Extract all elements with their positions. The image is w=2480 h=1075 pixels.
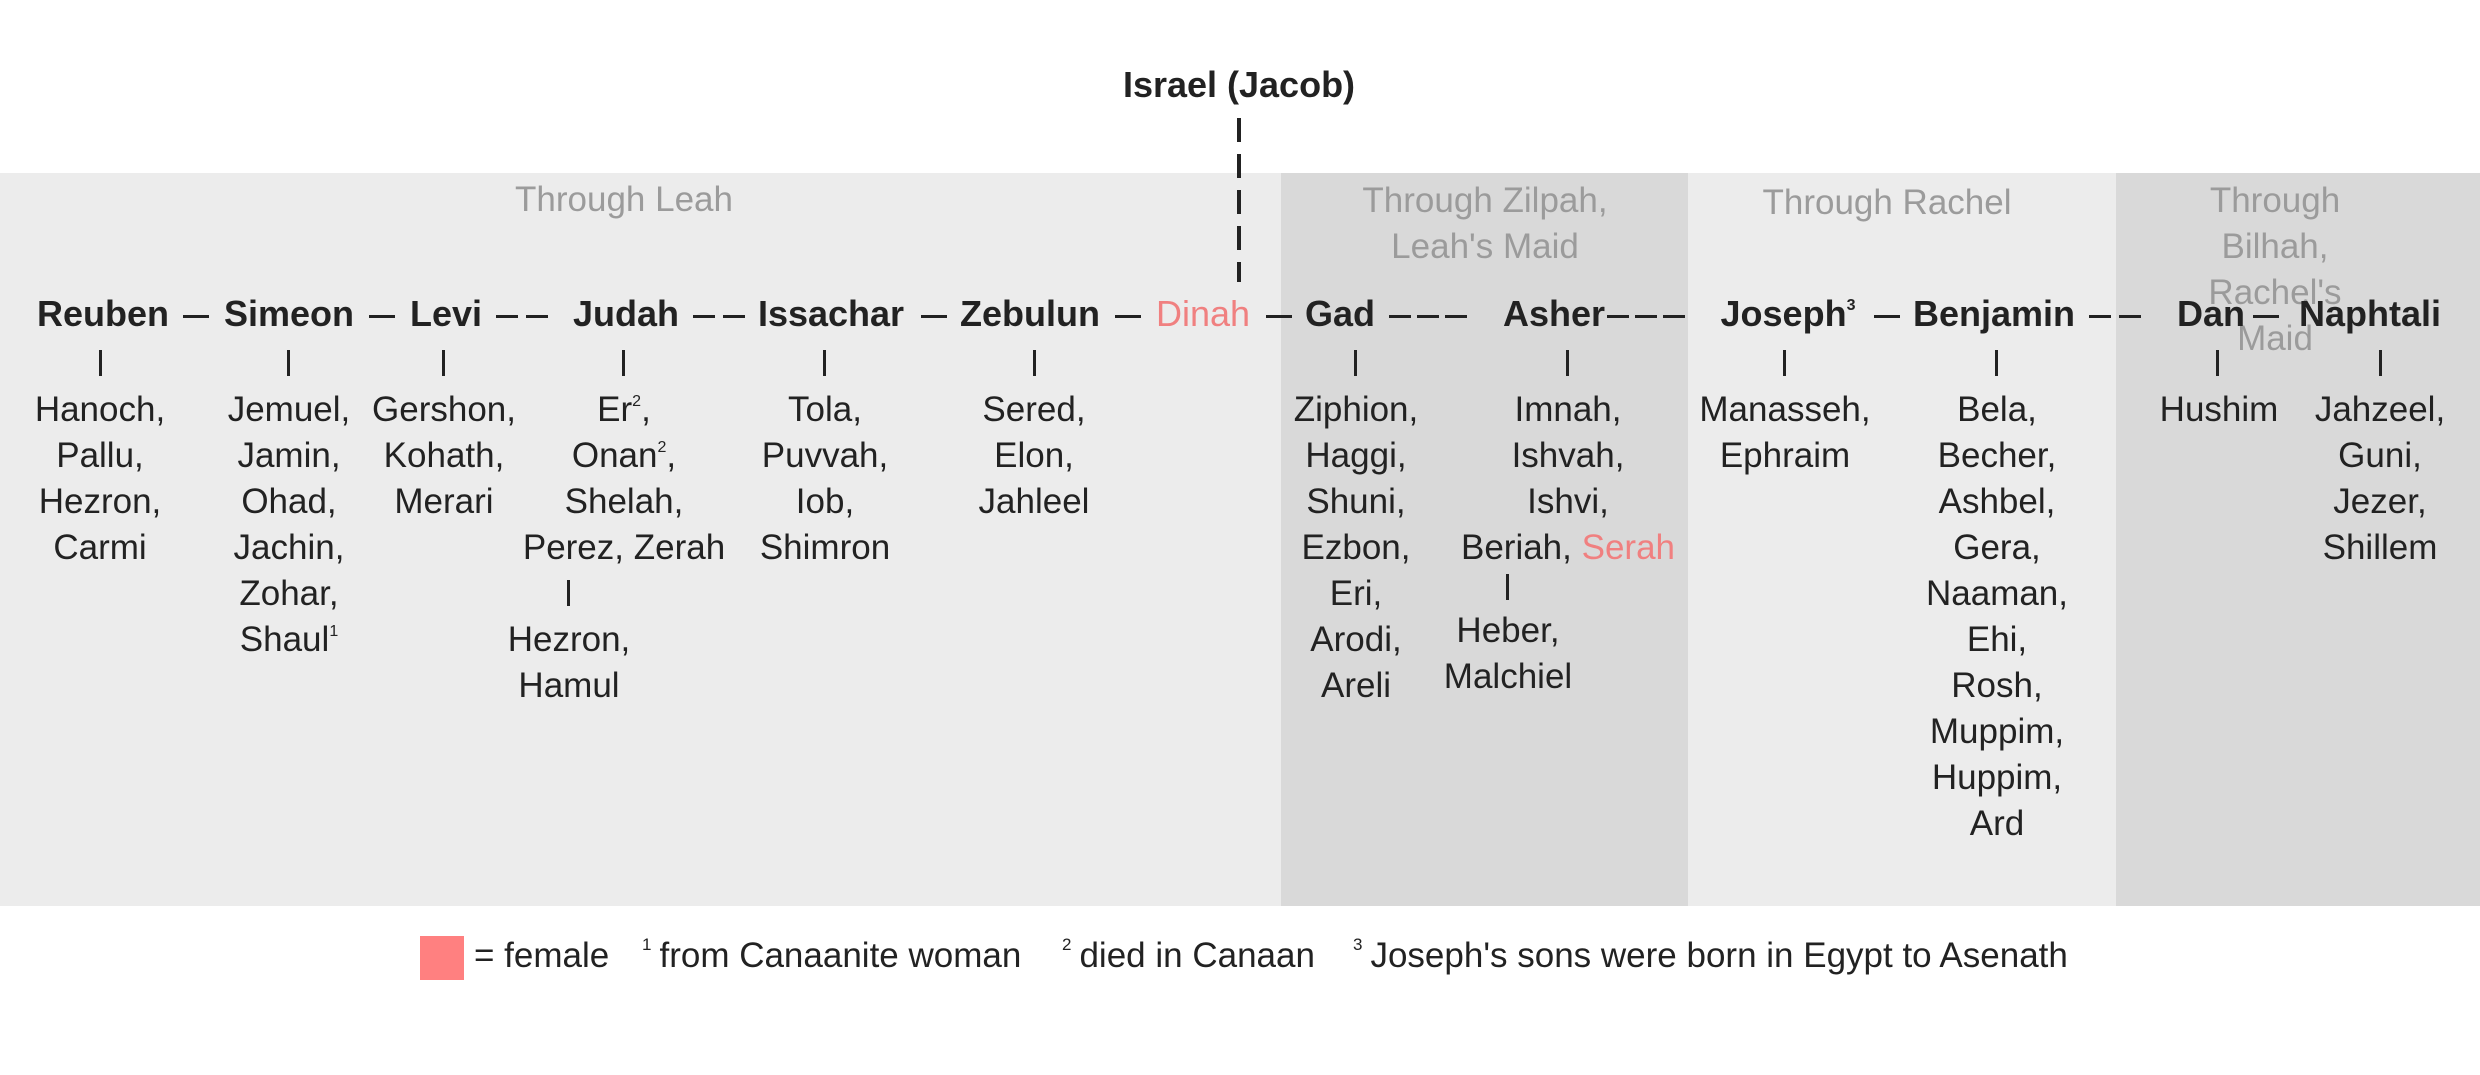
footnote-mark: 3 (1353, 935, 1363, 954)
son-zebulun: Zebulun (960, 293, 1100, 334)
child-name: Beriah, (1460, 528, 1572, 567)
child-name: Hushim (2159, 390, 2279, 429)
child-name: Jahleel (978, 482, 1090, 521)
child-connector (1566, 350, 1569, 376)
child-name: Gera, (1953, 528, 2041, 567)
sibling-connector (496, 315, 548, 318)
child-name: Ephraim (1719, 436, 1851, 475)
child-name: Imnah, (1514, 390, 1622, 429)
children-simeon (228, 387, 351, 663)
son-judah: Judah (572, 293, 680, 334)
child-name: Jachin, (233, 528, 345, 567)
child-name: Jamin, (237, 436, 341, 475)
legend-note-3-text: Joseph's sons were born in Egypt to Asenath (1370, 936, 2068, 975)
children-gad (1294, 387, 1419, 709)
child-name: Hanoch, (34, 390, 166, 429)
child-name: Ohad, (241, 482, 337, 521)
son-reuben: Reuben (36, 293, 170, 334)
grandchildren-judah (508, 617, 631, 709)
child-name: Ard (1969, 804, 2025, 843)
son-issachar: Issachar (757, 293, 905, 334)
child-name: Iob, (795, 482, 855, 521)
sibling-connector (1389, 315, 1467, 318)
grandchild-name: Malchiel (1443, 657, 1573, 696)
son-asher: Asher (1502, 293, 1606, 334)
child-name: Ehi, (1966, 620, 2028, 659)
child-connector (99, 350, 102, 376)
child-name: Hezron, (38, 482, 162, 521)
children-asher (1461, 387, 1675, 571)
group-label-leah: Through Leah (515, 180, 733, 219)
child-connector (287, 350, 290, 376)
child-name: Eri, (1329, 574, 1383, 613)
child-connector (2379, 350, 2382, 376)
grandchild-connector (1506, 574, 1509, 600)
child-connector (823, 350, 826, 376)
child-name: Bela, (1957, 390, 2037, 429)
grandchild-name: Hezron, (507, 620, 631, 659)
child-name: Pallu, (56, 436, 144, 475)
child-name: Jemuel, (227, 390, 351, 429)
grandchild-name: Heber, (1456, 611, 1560, 650)
child-connector (2216, 350, 2219, 376)
child-name: Huppim, (1931, 758, 2063, 797)
son-dan: Dan (2176, 293, 2246, 334)
legend-note-1-text: from Canaanite woman (659, 936, 1022, 975)
child-name: Sered, (982, 390, 1086, 429)
child-connector (622, 350, 625, 376)
root-connector (1237, 118, 1241, 282)
children-zebulun (979, 387, 1090, 525)
sibling-connector (921, 315, 947, 318)
child-name-with-note (228, 617, 351, 663)
child-name: Becher, (1937, 436, 2057, 475)
son-simeon: Simeon (223, 293, 355, 334)
footnote-mark: 2 (632, 393, 642, 410)
child-name-with-note: Er$^2$, (597, 390, 651, 429)
sibling-connector (1266, 315, 1292, 318)
children-benjamin (1926, 387, 2068, 847)
footnote-mark: 1 (329, 623, 339, 640)
group-label-rachel: Through Rachel (1762, 183, 2012, 222)
group-label-bilhah: Through Bilhah, Rachel's Maid (2208, 181, 2342, 358)
children-dan (2160, 387, 2279, 433)
child-name: Carmi (53, 528, 147, 567)
child-connector (1354, 350, 1357, 376)
child-name: Arodi, (1310, 620, 1402, 659)
child-name: Shuni, (1306, 482, 1406, 521)
sibling-connector (1607, 315, 1685, 318)
child-connector (1995, 350, 1998, 376)
child-name: Puvvah, (761, 436, 889, 475)
child-name: Haggi, (1305, 436, 1407, 475)
child-name: Rosh, (1951, 666, 2043, 705)
son-benjamin: Benjamin (1912, 293, 2076, 334)
daughter-dinah: Dinah (1155, 293, 1251, 334)
child-name: Kohath, (383, 436, 505, 475)
child-name: Jezer, (2333, 482, 2427, 521)
children-levi (372, 387, 516, 525)
sibling-connector (1874, 315, 1900, 318)
children-reuben (35, 387, 165, 571)
child-name: Areli (1320, 666, 1392, 705)
child-name: Naaman, (1925, 574, 2069, 613)
footnote-mark: 3 (1846, 297, 1856, 314)
child-name: Shaul (239, 620, 330, 659)
child-name: Ishvah, (1511, 436, 1625, 475)
child-name: Onan (571, 436, 658, 475)
children-judah (523, 387, 725, 571)
child-name: Tola, (788, 390, 862, 429)
child-name: Ziphion, (1293, 390, 1419, 429)
son-joseph (1721, 291, 1856, 337)
footnote-mark: 1 (642, 935, 652, 954)
footnote-mark: 2 (1062, 935, 1072, 954)
child-name: Jahzeel, (2314, 390, 2446, 429)
legend-note-1 (642, 931, 1021, 981)
child-connector (1783, 350, 1786, 376)
child-name: Ishvi, (1527, 482, 1609, 521)
child-name: Ashbel, (1938, 482, 2056, 521)
children-joseph (1699, 387, 1870, 479)
son-levi: Levi (409, 293, 483, 334)
child-name: Gershon, (372, 390, 516, 429)
child-name: Merari (394, 482, 494, 521)
root-israel: Israel (Jacob) (1122, 64, 1356, 105)
grandchild-connector (567, 580, 570, 606)
sibling-connector (369, 315, 395, 318)
grandchild-name: Hamul (518, 666, 620, 705)
legend-female: = female (474, 936, 610, 975)
child-name: Shelah, (564, 482, 684, 521)
child-name: Shillem (2322, 528, 2438, 567)
daughter-name: Serah (1581, 528, 1676, 567)
child-name-pair (1461, 525, 1675, 571)
son-joseph-name: Joseph (1720, 293, 1847, 334)
sibling-connector (2253, 315, 2279, 318)
child-name: Manasseh, (1699, 390, 1871, 429)
grandchildren-asher (1444, 608, 1572, 700)
group-label-zilpah: Through Zilpah, Leah's Maid (1362, 181, 1608, 266)
child-name: Zohar, (239, 574, 339, 613)
child-name: Muppim, (1929, 712, 2065, 751)
son-naphtali: Naphtali (2298, 293, 2442, 334)
legend-note-2-text: died in Canaan (1079, 936, 1315, 975)
child-connector (1033, 350, 1036, 376)
sibling-connector (1115, 315, 1141, 318)
sibling-connector (2089, 315, 2141, 318)
child-name: Elon, (994, 436, 1074, 475)
child-name: Shimron (759, 528, 891, 567)
footnote-mark: 2 (657, 439, 667, 456)
son-gad: Gad (1304, 293, 1376, 334)
child-name: Guni, (2338, 436, 2422, 475)
child-name-with-note: Onan$^2$, (571, 436, 677, 475)
child-name: Ezbon, (1301, 528, 1411, 567)
legend-note-3 (1353, 931, 2068, 981)
sibling-connector (183, 315, 209, 318)
child-connector (442, 350, 445, 376)
child-name: Perez, Zerah (522, 528, 726, 567)
sibling-connector (693, 315, 745, 318)
female-swatch (420, 936, 464, 980)
children-issachar (760, 387, 890, 571)
legend-note-2 (1062, 931, 1315, 981)
children-naphtali (2315, 387, 2445, 571)
child-name: Er (597, 390, 633, 429)
